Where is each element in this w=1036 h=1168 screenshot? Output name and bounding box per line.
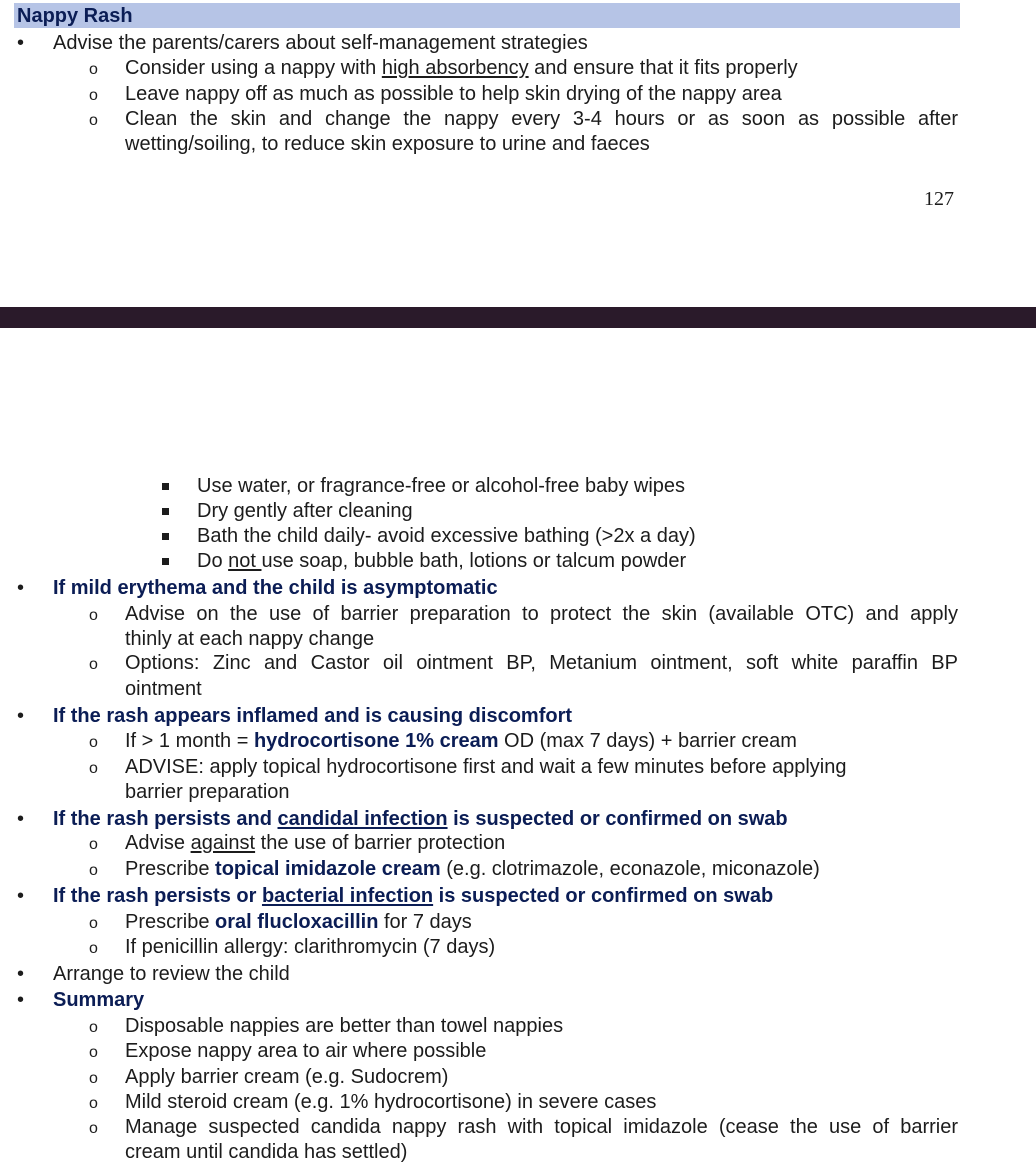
summary-item: Manage suspected candida nappy rash with topical imidazole (cease the use of barrier bbox=[125, 1116, 958, 1138]
bullet-dot: • bbox=[17, 989, 25, 1011]
page-number: 127 bbox=[924, 188, 954, 210]
list-item-continuation: wetting/soiling, to reduce skin exposure to urine and faeces bbox=[125, 133, 650, 155]
list-item: Options: Zinc and Castor oil ointment BP, Metanium ointment, soft white paraffin BP bbox=[125, 652, 958, 674]
section-heading: If the rash persists and candidal infection is suspected or confirmed on swab bbox=[53, 808, 788, 830]
bullet-dot: • bbox=[17, 577, 25, 599]
bullet-circle: o bbox=[89, 760, 98, 777]
list-item: Dry gently after cleaning bbox=[197, 500, 413, 522]
bullet-dot: • bbox=[17, 963, 25, 985]
section-heading: If the rash persists or bacterial infection is suspected or confirmed on swab bbox=[53, 885, 774, 907]
list-item: Use water, or fragrance-free or alcohol-free baby wipes bbox=[197, 475, 686, 497]
section-heading: If the rash appears inflamed and is causing discomfort bbox=[53, 705, 573, 727]
list-item: Advise the parents/carers about self-management strategies bbox=[53, 32, 588, 54]
list-item: Bath the child daily- avoid excessive bathing (>2x a day) bbox=[197, 525, 696, 547]
bullet-circle: o bbox=[89, 87, 98, 104]
list-item: Do not use soap, bubble bath, lotions or talcum powder bbox=[197, 550, 687, 572]
bullet-circle: o bbox=[89, 1044, 98, 1061]
summary-item: Expose nappy area to air where possible bbox=[125, 1040, 487, 1062]
bullet-square bbox=[162, 533, 169, 540]
list-item: If > 1 month = hydrocortisone 1% cream OD (max 7 days) + barrier cream bbox=[125, 730, 797, 752]
bullet-circle: o bbox=[89, 1019, 98, 1036]
bullet-circle: o bbox=[89, 61, 98, 78]
bullet-dot: • bbox=[17, 808, 25, 830]
list-item: Advise against the use of barrier protection bbox=[125, 832, 506, 854]
section-heading: If mild erythema and the child is asymptomatic bbox=[53, 577, 498, 599]
bullet-circle: o bbox=[89, 656, 98, 673]
bullet-circle: o bbox=[89, 1095, 98, 1112]
bullet-circle: o bbox=[89, 1120, 98, 1137]
bullet-dot: • bbox=[17, 32, 25, 54]
bullet-circle: o bbox=[89, 836, 98, 853]
summary-item: Disposable nappies are better than towel nappies bbox=[125, 1015, 564, 1037]
bullet-circle: o bbox=[89, 607, 98, 624]
list-item: Arrange to review the child bbox=[53, 963, 290, 985]
bullet-square bbox=[162, 558, 169, 565]
list-item: Consider using a nappy with high absorbency and ensure that it fits properly bbox=[125, 57, 798, 79]
summary-item-continuation: cream until candida has settled) bbox=[125, 1141, 408, 1163]
bullet-square bbox=[162, 483, 169, 490]
list-item: If penicillin allergy: clarithromycin (7 days) bbox=[125, 936, 496, 958]
bullet-dot: • bbox=[17, 885, 25, 907]
list-item-continuation: thinly at each nappy change bbox=[125, 628, 375, 650]
list-item: Prescribe oral flucloxacillin for 7 days bbox=[125, 911, 472, 933]
summary-item: Mild steroid cream (e.g. 1% hydrocortisone) in severe cases bbox=[125, 1091, 657, 1113]
bullet-circle: o bbox=[89, 1070, 98, 1087]
list-item: ADVISE: apply topical hydrocortisone first and wait a few minutes before applying bbox=[125, 756, 847, 778]
list-item: Prescribe topical imidazole cream (e.g. clotrimazole, econazole, miconazole) bbox=[125, 858, 820, 880]
summary-heading: Summary bbox=[53, 989, 145, 1011]
bullet-dot: • bbox=[17, 705, 25, 727]
list-item-continuation: barrier preparation bbox=[125, 781, 290, 803]
section-title: Nappy Rash bbox=[17, 5, 133, 27]
summary-item: Apply barrier cream (e.g. Sudocrem) bbox=[125, 1066, 449, 1088]
bullet-circle: o bbox=[89, 734, 98, 751]
bullet-square bbox=[162, 508, 169, 515]
list-item: Advise on the use of barrier preparation to protect the skin (available OTC) and apply bbox=[125, 603, 958, 625]
list-item: Leave nappy off as much as possible to help skin drying of the nappy area bbox=[125, 83, 782, 105]
list-item-continuation: ointment bbox=[125, 678, 202, 700]
bullet-circle: o bbox=[89, 112, 98, 129]
bullet-circle: o bbox=[89, 915, 98, 932]
bullet-circle: o bbox=[89, 940, 98, 957]
list-item: Clean the skin and change the nappy every 3-4 hours or as soon as possible after bbox=[125, 108, 958, 130]
bullet-circle: o bbox=[89, 862, 98, 879]
